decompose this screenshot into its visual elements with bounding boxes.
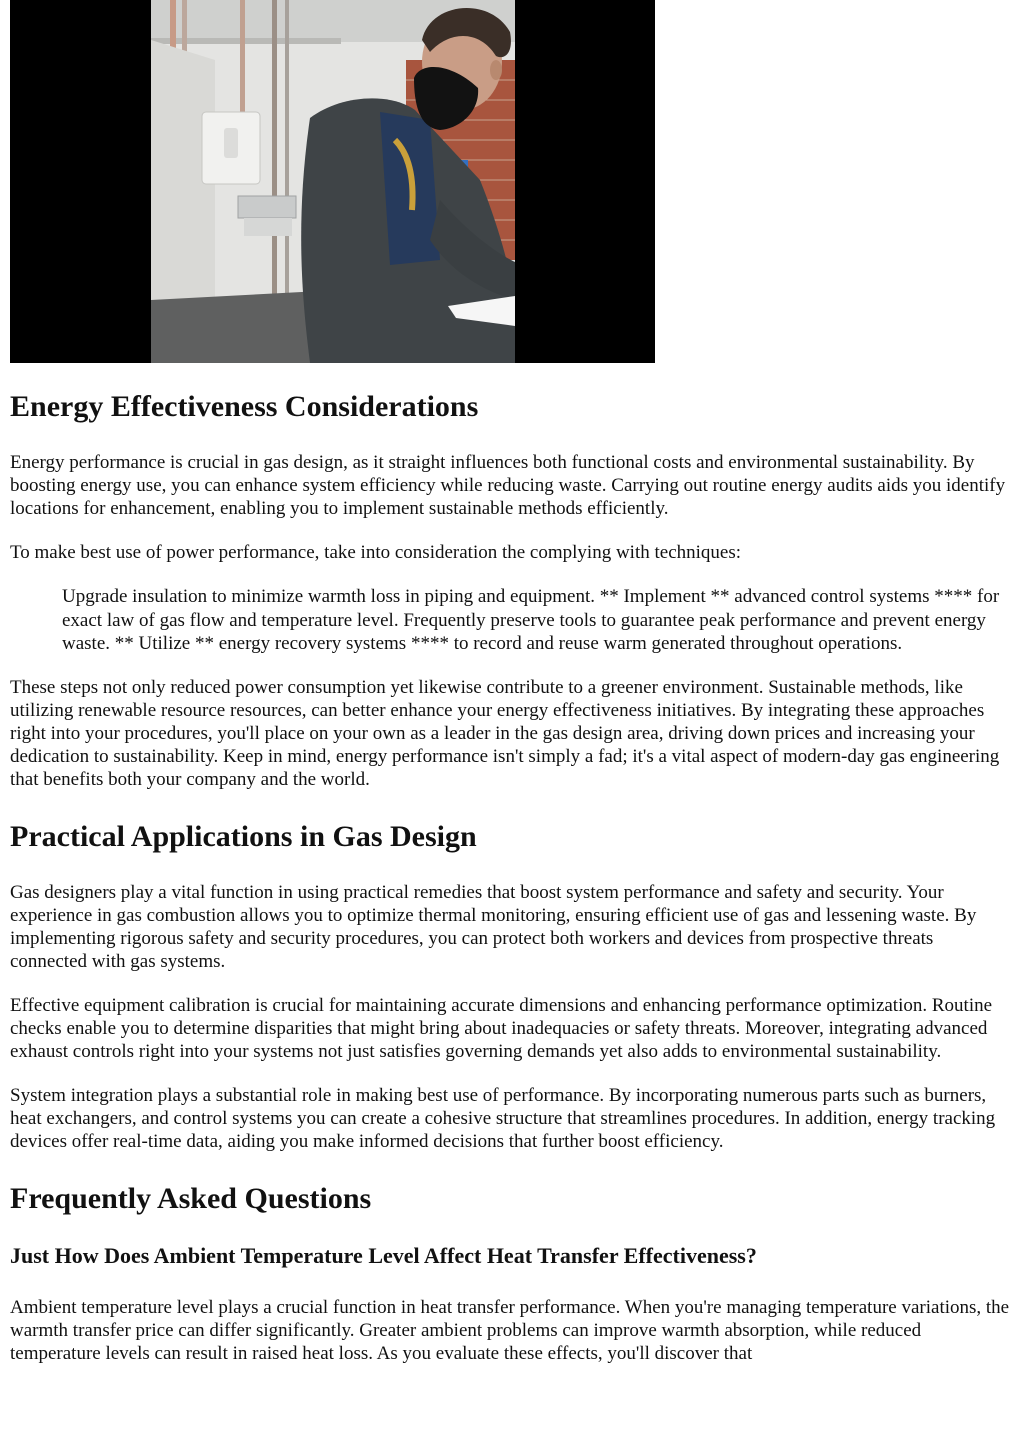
video-frame[interactable] bbox=[10, 0, 655, 363]
paragraph: To make best use of power performance, take into consideration the complying with techniques: bbox=[10, 542, 742, 563]
article bbox=[10, 0, 1014, 1365]
section-heading-faq: Frequently Asked Questions bbox=[10, 1181, 372, 1215]
faq-question: Just How Does Ambient Temperature Level Affect Heat Transfer Effectiveness? bbox=[10, 1242, 757, 1268]
techniques-quote: Upgrade insulation to minimize warmth loss in piping and equipment. ** Implement ** advanced control systems **** for exact law of gas flow and temperature level. Frequently preserve tools to guarantee peak performance and prevent energy waste. ** Utilize ** energy recovery systems **** to record and reuse warm generated throughout operations. bbox=[62, 586, 1000, 654]
paragraph: Energy performance is crucial in gas design, as it straight influences both functional costs and environmental sustainability. By boosting energy use, you can enhance system efficiency while reducing waste. Carrying out routine energy audits aids you identify locations for enhancement, enabling you to implement sustainable methods efficiently. bbox=[10, 452, 1006, 519]
technician-photo bbox=[10, 0, 655, 363]
paragraph: These steps not only reduced power consumption yet likewise contribute to a greener environment. Sustainable methods, like utilizing renewable resource resources, can better enhance your energy effectiveness initiatives. By integrating these approaches right into your procedures, you'll place on your own as a leader in the gas design area, driving down prices and increasing your dedication to sustainability. Keep in mind, energy performance isn't simply a fad; it's a vital aspect of modern-day gas engineering that benefits both your company and the world. bbox=[10, 676, 1000, 790]
paragraph: Gas designers play a vital function in using practical remedies that boost system performance and safety and security. Your experience in gas combustion allows you to optimize thermal monitoring, ensuring efficient use of gas and lessening waste. By implementing rigorous safety and security procedures, you can protect both workers and devices from prospective threats connected with gas systems. bbox=[10, 881, 977, 972]
paragraph: Effective equipment calibration is crucial for maintaining accurate dimensions and enhancing performance optimization. Routine checks enable you to determine disparities that might bring about inadequacies or safety threats. Moreover, integrating advanced exhaust controls right into your systems not just satisfies governing demands yet also adds to environmental sustainability. bbox=[10, 994, 993, 1062]
section-heading-practical: Practical Applications in Gas Design bbox=[10, 819, 477, 853]
faq-answer: Ambient temperature level plays a crucial function in heat transfer performance. When you're managing temperature variations, the warmth transfer price can differ significantly. Greater ambient problems can improve warmth absorption, while reduced temperature levels can result in raised heat loss. As you evaluate these effects, you'll discover that bbox=[10, 1296, 1010, 1364]
paragraph: System integration plays a substantial role in making best use of performance. By incorporating numerous parts such as burners, heat exchangers, and control systems you can create a cohesive structure that streamlines procedures. In addition, energy tracking devices offer real-time data, aiding you make informed decisions that further boost efficiency. bbox=[10, 1084, 996, 1152]
section-heading-energy: Energy Effectiveness Considerations bbox=[10, 390, 479, 423]
